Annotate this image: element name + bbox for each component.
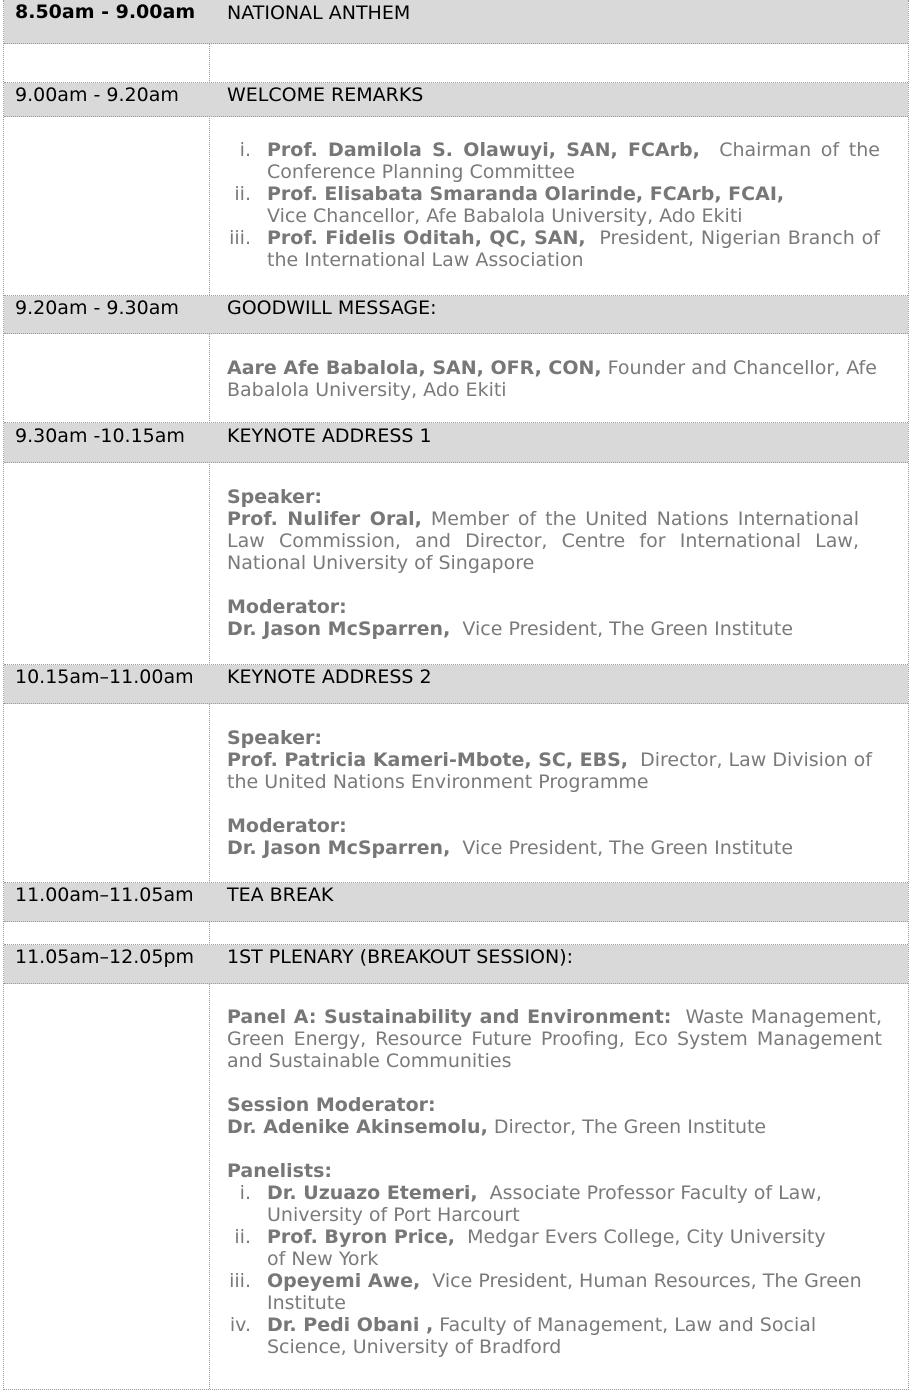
moderator-description: Vice President, The Green Institute <box>462 618 794 640</box>
speaker-name: Aare Afe Babalola, SAN, OFR, CON, <box>227 357 602 379</box>
session-title: WELCOME REMARKS <box>227 84 424 106</box>
speaker-entry <box>227 508 859 574</box>
moderator-label: Moderator: <box>227 815 347 837</box>
session-title: NATIONAL ANTHEM <box>227 2 411 24</box>
panelist-list <box>227 1182 862 1358</box>
speaker-description: Vice Chancellor, Afe Babalola University, Ado Ekiti <box>267 205 743 227</box>
list-number: i. <box>239 139 251 161</box>
moderator-entry <box>227 837 872 859</box>
speaker-name: Prof. Nulifer Oral, <box>227 508 422 530</box>
time-slot: 9.30am -10.15am <box>15 425 185 447</box>
panelist-name: Dr. Pedi Obani , <box>267 1314 434 1336</box>
list-number: ii. <box>234 183 251 205</box>
list-number: iii. <box>229 1270 251 1292</box>
schedule-row-welcome <box>4 83 908 117</box>
panelist-description: Associate Professor Faculty of Law, University of Port Harcourt <box>267 1182 822 1226</box>
panelist-name: Opeyemi Awe, <box>267 1270 421 1292</box>
welcome-speaker-list <box>227 139 880 271</box>
list-number: iii. <box>229 227 251 249</box>
blank-row <box>4 44 908 83</box>
list-item <box>227 1226 827 1270</box>
keynote-1-details-row <box>4 463 908 665</box>
schedule-row-tea-break <box>4 883 908 922</box>
session-title: TEA BREAK <box>227 884 334 906</box>
speaker-label: Speaker: <box>227 727 322 749</box>
list-number: i. <box>239 1182 251 1204</box>
schedule-row-goodwill <box>4 296 908 334</box>
panel-description: Waste Management, Green Energy, Resource Future Proofing, Eco System Management and Sustainable Communities <box>227 1006 882 1072</box>
moderator-name: Dr. Jason McSparren, <box>227 618 451 640</box>
blank-row <box>4 922 908 945</box>
list-item <box>227 227 880 271</box>
schedule-row-keynote-2 <box>4 665 908 704</box>
programme-table <box>3 0 909 1390</box>
schedule-row-keynote-1 <box>4 423 908 463</box>
schedule-row-national-anthem <box>4 0 908 44</box>
list-item <box>227 1182 827 1226</box>
time-slot: 11.00am–11.05am <box>15 884 194 906</box>
session-title: GOODWILL MESSAGE: <box>227 297 437 319</box>
list-number: iv. <box>229 1314 251 1336</box>
panelist-description: Vice President, Human Resources, The Green Institute <box>267 1270 862 1314</box>
moderator-description: Vice President, The Green Institute <box>462 837 794 859</box>
session-moderator-label: Session Moderator: <box>227 1094 436 1116</box>
speaker-label: Speaker: <box>227 486 322 508</box>
speaker-description: Chairman of the Conference Planning Committee <box>267 139 880 183</box>
time-slot: 10.15am–11.00am <box>15 666 194 688</box>
panel-entry <box>227 1006 882 1072</box>
speaker-description: President, Nigerian Branch of the International Law Association <box>267 227 880 271</box>
time-slot: 11.05am–12.05pm <box>15 946 195 968</box>
time-slot: 9.00am - 9.20am <box>15 84 179 106</box>
moderator-label: Moderator: <box>227 596 347 618</box>
speaker-name: Prof. Elisabata Smaranda Olarinde, FCArb, FCAI, <box>267 183 785 205</box>
panelist-description: Medgar Evers College, City University of New York <box>267 1226 826 1270</box>
speaker-name: Prof. Fidelis Oditah, QC, SAN, <box>267 227 586 249</box>
speaker-description: Director, Law Division of the United Nations Environment Programme <box>227 749 872 793</box>
goodwill-message <box>227 357 882 401</box>
moderator-entry <box>227 618 859 640</box>
session-title: KEYNOTE ADDRESS 2 <box>227 666 432 688</box>
schedule-row-plenary <box>4 945 908 984</box>
plenary-details-row <box>4 984 908 1389</box>
session-moderator-entry <box>227 1116 882 1138</box>
moderator-name: Dr. Jason McSparren, <box>227 837 451 859</box>
session-title: KEYNOTE ADDRESS 1 <box>227 425 432 447</box>
panelist-name: Dr. Uzuazo Etemeri, <box>267 1182 478 1204</box>
goodwill-row <box>4 334 908 423</box>
time-slot: 8.50am - 9.00am <box>15 1 196 23</box>
panelist-description: Faculty of Management, Law and Social Science, University of Bradford <box>267 1314 817 1358</box>
time-slot: 9.20am - 9.30am <box>15 297 179 319</box>
list-item <box>227 1270 887 1314</box>
list-number: ii. <box>234 1226 251 1248</box>
session-title: 1ST PLENARY (BREAKOUT SESSION): <box>227 946 574 968</box>
speaker-description: Founder and Chancellor, Afe Babalola University, Ado Ekiti <box>227 357 877 401</box>
panel-title: Panel A: Sustainability and Environment: <box>227 1006 672 1028</box>
speaker-description: Member of the United Nations International Law Commission, and Director, Centre for International Law, National University of Singapore <box>227 508 860 574</box>
list-item <box>227 1314 827 1358</box>
list-item <box>227 183 880 227</box>
speaker-name: Prof. Patricia Kameri-Mbote, SC, EBS, <box>227 749 629 771</box>
keynote-2-details-row <box>4 704 908 883</box>
moderator-description: Director, The Green Institute <box>493 1116 767 1138</box>
list-item <box>227 139 880 183</box>
panelist-name: Prof. Byron Price, <box>267 1226 456 1248</box>
speaker-entry <box>227 749 872 793</box>
moderator-name: Dr. Adenike Akinsemolu, <box>227 1116 488 1138</box>
speaker-name: Prof. Damilola S. Olawuyi, SAN, FCArb, <box>267 139 700 161</box>
panelists-label: Panelists: <box>227 1160 332 1182</box>
welcome-speakers-row <box>4 117 908 296</box>
